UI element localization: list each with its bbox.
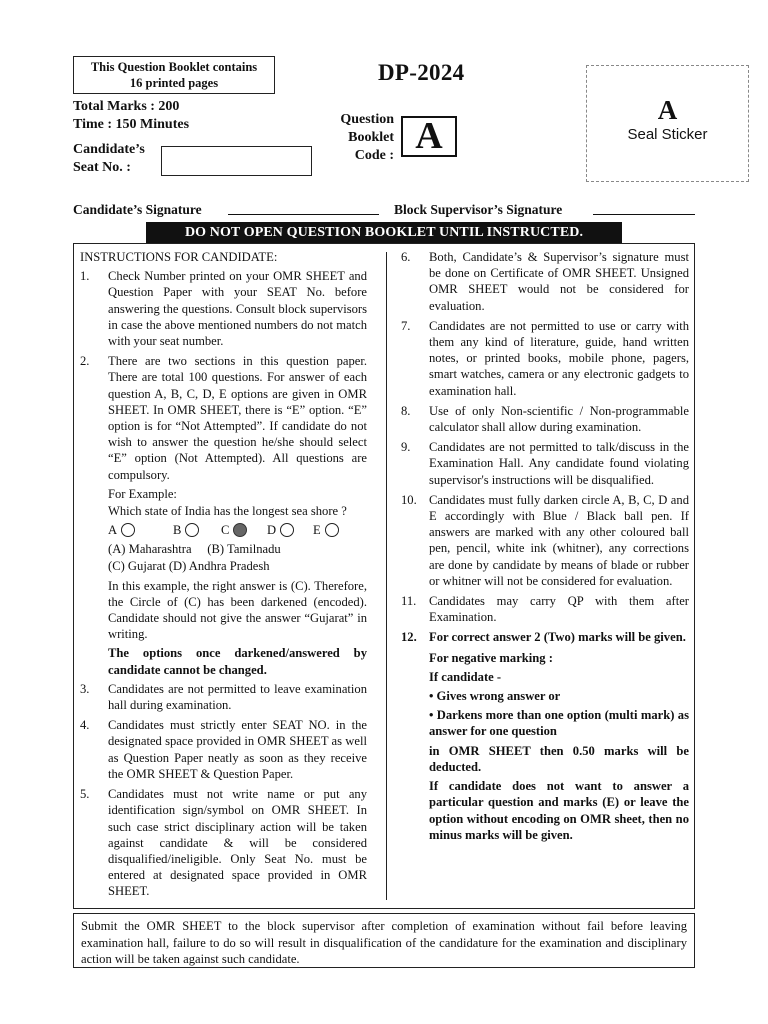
item-number: 3. [80,681,90,696]
item-number: 10. [401,492,417,507]
page-count-line2: 16 printed pages [129,76,219,90]
candidate-signature-line[interactable] [228,214,379,215]
instructions-right-column [401,249,689,846]
code-label-line3: Code : [354,148,394,163]
instruction-item [80,268,367,349]
item-number: 1. [80,269,90,284]
bubble-option [173,522,199,538]
example-answers-1: (A) Maharashtra (B) Tamilnadu [108,542,281,557]
seat-label-line2: Seat No. : [73,160,131,175]
page-count-box [73,56,275,94]
item-number: 8. [401,403,411,418]
item-text: There are two sections in this question paper. There are total 100 questions. For answer of each question A, B, C, D, E options are given in OMR SHEET. In OMR SHEET, there is “E” option. “E” option is for “Not Attempted”. If candidate do not wish to answer the question he/she should select “E” option (Not Attempted). All questions are compulsory. [108,354,367,482]
booklet-code-value: A [401,116,457,157]
item-text: Use of only Non-scientific / Non-programmable calculator shall allow during examination. [429,403,689,435]
booklet-code-label [320,111,394,165]
item-number: 6. [401,250,411,264]
item-text: Candidates are not permitted to talk/discuss in the Examination Hall. Any candidate found violating supervisor's instructions will be disqualified. [429,440,689,487]
negative-marking-bullet-1: • Gives wrong answer or [429,689,561,704]
item-number: 12. [401,630,417,645]
seal-letter: A [657,95,678,125]
instruction-item [401,492,689,589]
instruction-item [401,593,689,625]
instruction-item [80,681,367,713]
warning-banner: DO NOT OPEN QUESTION BOOKLET UNTIL INSTRUCTED. [146,222,622,244]
instruction-item [80,786,367,899]
bubble-letter: B [173,523,182,538]
item-number: 5. [80,787,90,802]
supervisor-signature-label: Block Supervisor’s Signature [394,202,563,217]
supervisor-signature-line[interactable] [593,214,695,215]
instruction-item [401,403,689,435]
instruction-item [80,353,367,483]
instruction-item [401,318,689,399]
item-number: 2. [80,354,90,369]
instruction-item [401,439,689,488]
page-count-line1: This Question Booklet contains [90,60,258,74]
example-question: Which state of India has the longest sea shore ? [108,504,347,519]
submission-notice: Submit the OMR SHEET to the block supervisor after completion of examination without fail before leaving examination hall, failure to do so will result in disqualification of the candidature for the examination and disciplinary action will be taken against such candidate. [73,913,695,968]
example-answers-2: (C) Gujarat (D) Andhra Pradesh [108,559,270,574]
candidate-signature-label: Candidate’s Signature [73,202,202,217]
item-text: Candidates are not permitted to use or carry with them any kind of literature, guide, hand written notes, or printed books, mobile phone, pagers, smart watches, camera or any electronic gadgets to examination hall. [429,318,689,398]
bubble-option [313,522,339,538]
bubble-letter: D [267,523,277,538]
item-text: Candidates may carry QP with them after Examination. [429,594,689,625]
instruction-item [80,717,367,782]
item-number: 11. [401,594,417,609]
item-text: Candidates must fully darken circle A, B, C, D and E accordingly with Blue / Black ball pen. If answers are marked with any other coloured ball pen, pencil, white ink (whitner), any corrections are done by candidate by means of blade or rubber or whitner will not be considered for evaluation. [429,492,689,588]
item-text: For correct answer 2 (Two) marks will be given. [429,630,686,645]
time-limit: Time : 150 Minutes [73,117,190,132]
item-number: 7. [401,318,411,333]
seal-sticker-area [586,65,749,182]
item-number: 9. [401,440,411,455]
filled-circle-icon [233,523,247,537]
seat-label-line1: Candidate’s [73,142,145,157]
code-label-line2: Booklet [348,130,394,145]
example-label: For Example: [108,486,177,501]
bubble-letter: A [108,523,118,538]
instruction-item [401,249,689,314]
negative-marking-exemption: If candidate does not want to answer a particular question and marks (E) or leave the option without encoding on OMR sheet, then no minus marks will be given. [429,779,689,842]
total-marks: Total Marks : 200 [73,99,180,114]
column-divider [386,252,387,900]
empty-circle-icon [280,523,294,537]
bubble-letter: E [313,523,321,538]
instructions-heading: INSTRUCTIONS FOR CANDIDATE: [80,250,278,264]
empty-circle-icon [121,523,135,537]
item-text: Candidates must not write name or put any identification sign/symbol on OMR SHEET. In such case strict disciplinary action will be taken against candidate & will be considered disqualified/ineligible. Only Seat No. must be entered at designated space provided in OMR SHEET. [108,787,367,899]
negative-marking-if: If candidate - [429,669,502,684]
negative-marking-heading: For negative marking : [429,650,553,665]
item-text: Both, Candidate’s & Supervisor’s signature must be done on Certificate of OMR SHEET. Unsigned OMR SHEET would not be considered for evaluation. [429,250,689,313]
seat-number-label [73,141,145,177]
item-number: 4. [80,718,90,733]
page-title: DP-2024 [378,60,465,85]
bubble-option [108,522,135,538]
instruction-item [401,629,689,645]
negative-marking-bullet-2: • Darkens more than one option (multi mark) as answer for one question [429,708,689,739]
negative-marking-deduction: in OMR SHEET then 0.50 marks will be deducted. [429,743,689,774]
seat-number-field[interactable] [161,146,312,176]
empty-circle-icon [325,523,339,537]
bubble-option [221,522,247,538]
item-text: Candidates are not permitted to leave examination hall during examination. [108,681,367,713]
code-label-line1: Question [340,112,394,127]
bubble-letter: C [221,523,230,538]
example-warning: The options once darkened/answered by candidate cannot be changed. [108,646,367,677]
instructions-left-column [80,249,367,904]
item-text: Check Number printed on your OMR SHEET and Question Paper with your SEAT No. before answering the questions. Consult block supervisors in case the above mentioned numbers do not match with your seat number. [108,269,367,349]
empty-circle-icon [185,523,199,537]
example-bubbles [80,522,367,539]
item-text: Candidates must strictly enter SEAT NO. in the designated space provided in OMR SHEET as well as Question Paper neatly as soon as they receive the OMR SHEET & Question Paper. [108,718,367,781]
bubble-option [267,522,294,538]
marks-time [73,98,189,134]
example-explanation: In this example, the right answer is (C). Therefore, the Circle of (C) has been darkened (encoded). Candidate should not give the answer “Gujarat” in writing. [108,578,367,642]
seal-text: Seal Sticker [627,126,708,143]
